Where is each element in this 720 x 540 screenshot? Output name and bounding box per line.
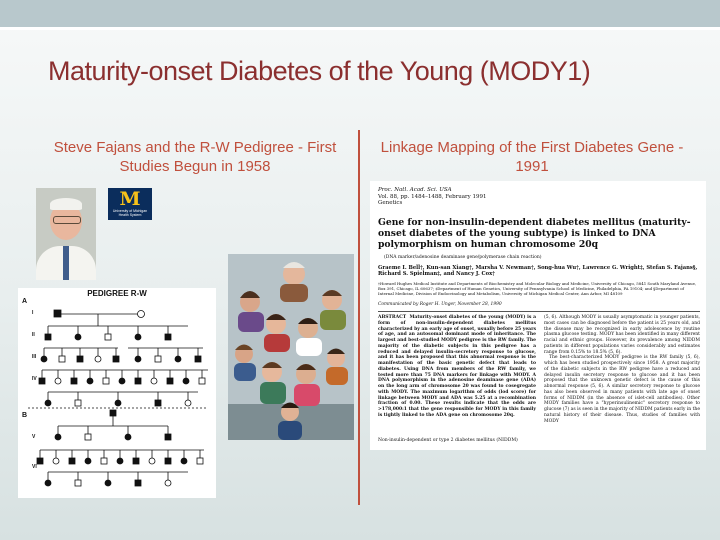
article-authors: Graeme I. Bell†, Kun-san Xiang†, Marsha V. Newman†, Song-hua Wu†, Lawrence G. Wright‡, Stefan S. Fajans§, Richard S. Spielman‡, and Nancy J. Cox† [378,265,698,278]
column-divider [358,130,360,505]
pedigree-section-a: A [22,298,28,305]
pedigree-chart-image [18,288,216,498]
abstract-lead: ABSTRACT [378,315,407,320]
right-column-heading: Linkage Mapping of the First Diabetes Gene - 1991 [380,139,684,175]
generation-label: II [32,332,35,338]
article-footnote: Non-insulin-dependent or type 2 diabetes mellitus (NIDDM) [378,438,518,443]
generation-label: III [32,354,37,360]
pedigree-drawing [18,288,216,498]
portrait-tie [63,246,69,280]
article-title: Gene for non-insulin-dependent diabetes mellitus (maturity-onset diabetes of the young subtype) is linked to DNA polymorphism on human chromosome 20q [378,217,691,250]
journal-line: Genetics [378,200,403,207]
body-paragraph: (5, 6). Although MODY is usually asymptomatic in younger patients, most cases can be diagnosed before the patient is 25 years old, and the disease may be recognized in early adolescence by routine plasma glucose testing. MODY has been identified in many different racial and ethnic groups. However, its prevalence among NIDDM patients in different populations varies considerably and estimates range from 0.15% to 18.5% (5, 6). [544,315,700,355]
journal-article-image [370,181,706,450]
generation-label: IV [32,376,37,382]
article-body [544,315,700,424]
logo-line-1: University of Michigan [112,209,148,213]
journal-line: Vol. 88, pp. 1484–1488, February 1991 [378,193,487,200]
portrait-glasses [53,216,81,224]
article-affiliations: †Howard Hughes Medical Institute and Departments of Biochemistry and Molecular Biology and Medicine, University of Chicago, 5841 South Maryland Avenue, Box 391, Chicago, IL 60637; ‡Department of Human Genetics, University of Pennsylvania School of Medicine, Philadelphia, PA 19104; and §Department of Internal Medicine, Division of Endocrinology and Metabolism, University of Michigan Medical Center, Ann Arbor, MI 48109 [378,281,697,296]
logo-line-2: Health System [118,213,142,217]
generation-label: I [32,310,34,316]
journal-citation [378,187,487,207]
portrait-hair [50,198,82,210]
article-communicated: Communicated by Roger H. Unger, November 28, 1990 [378,302,502,307]
article-rule [378,311,700,312]
logo-letter: M [119,188,141,210]
rw-family-group-photo [228,254,354,440]
family-photo-drawing [228,254,354,440]
body-paragraph: The best-characterized MODY pedigree is the RW family (5, 6), which has been studied prospectively since 1958. A great majority of the diabetic subjects in the RW pedigree have a reduced and delayed insulin secretory response to glucose and it has been proposed that the unknown genetic defect is the cause of this abnormal response (5, 6). A similar secretory response to glucose has also been observed in many patients with late age of onset forms of NIDDM (in the absence of islet-cell antibodies). Other MODY families have a "hyperinsulinemic" secretory response to glucose (7) as is seen in the majority of NIDDM patients early in the natural history of their disease. Thus, studies of families with MODY [544,355,700,424]
slide-title: Maturity-onset Diabetes of the Young (MODY1) [48,56,591,86]
pedigree-title: PEDIGREE R-W [87,289,147,298]
abstract-text: Maturity-onset diabetes of the young (MODY) is a form of non-insulin-dependent diabetes mellitus characterized by an early age of onset, usually before 25 years of age, and an autosomal dominant mode of inheritance. The largest and best-studied MODY pedigree is the RW family. The majority of the diabetic subjects in this pedigree has a reduced and delayed insulin-secretory response to glucose, and it has been proposed that this abnormal response is the manifestation of the basic genetic defect that leads to diabetes. Using DNA from members of the RW family, we tested more than 75 DNA markers for linkage with MODY. A DNA polymorphism in the adenosine deaminase gene (ADA) on the long arm of chromosome 20 was found to cosegregate with MODY. The maximum logarithm of odds (lod score) for linkage between MODY and ADA was 5.25 at a recombination fraction of 0.00. These results indicate that the odds are >178,000:1 that the gene responsible for MODY in this family is tightly linked to the ADA gene on chromosome 20q. [378,315,537,418]
article-keywords: (DNA marker/adenosine deaminase gene/polymerase chain reaction) [384,255,542,260]
banner-divider [0,27,720,30]
article-abstract [378,315,536,419]
left-column-heading: Steve Fajans and the R-W Pedigree - First Studies Begun in 1958 [53,139,337,175]
generation-label: VI [32,464,37,470]
pedigree-section-b: B [22,412,28,419]
fajans-portrait-photo [36,188,96,280]
university-of-michigan-logo [108,188,152,220]
top-banner [0,0,720,30]
logo-text [108,209,152,217]
generation-label: V [32,434,36,440]
journal-line: Proc. Natl. Acad. Sci. USA [378,187,452,193]
